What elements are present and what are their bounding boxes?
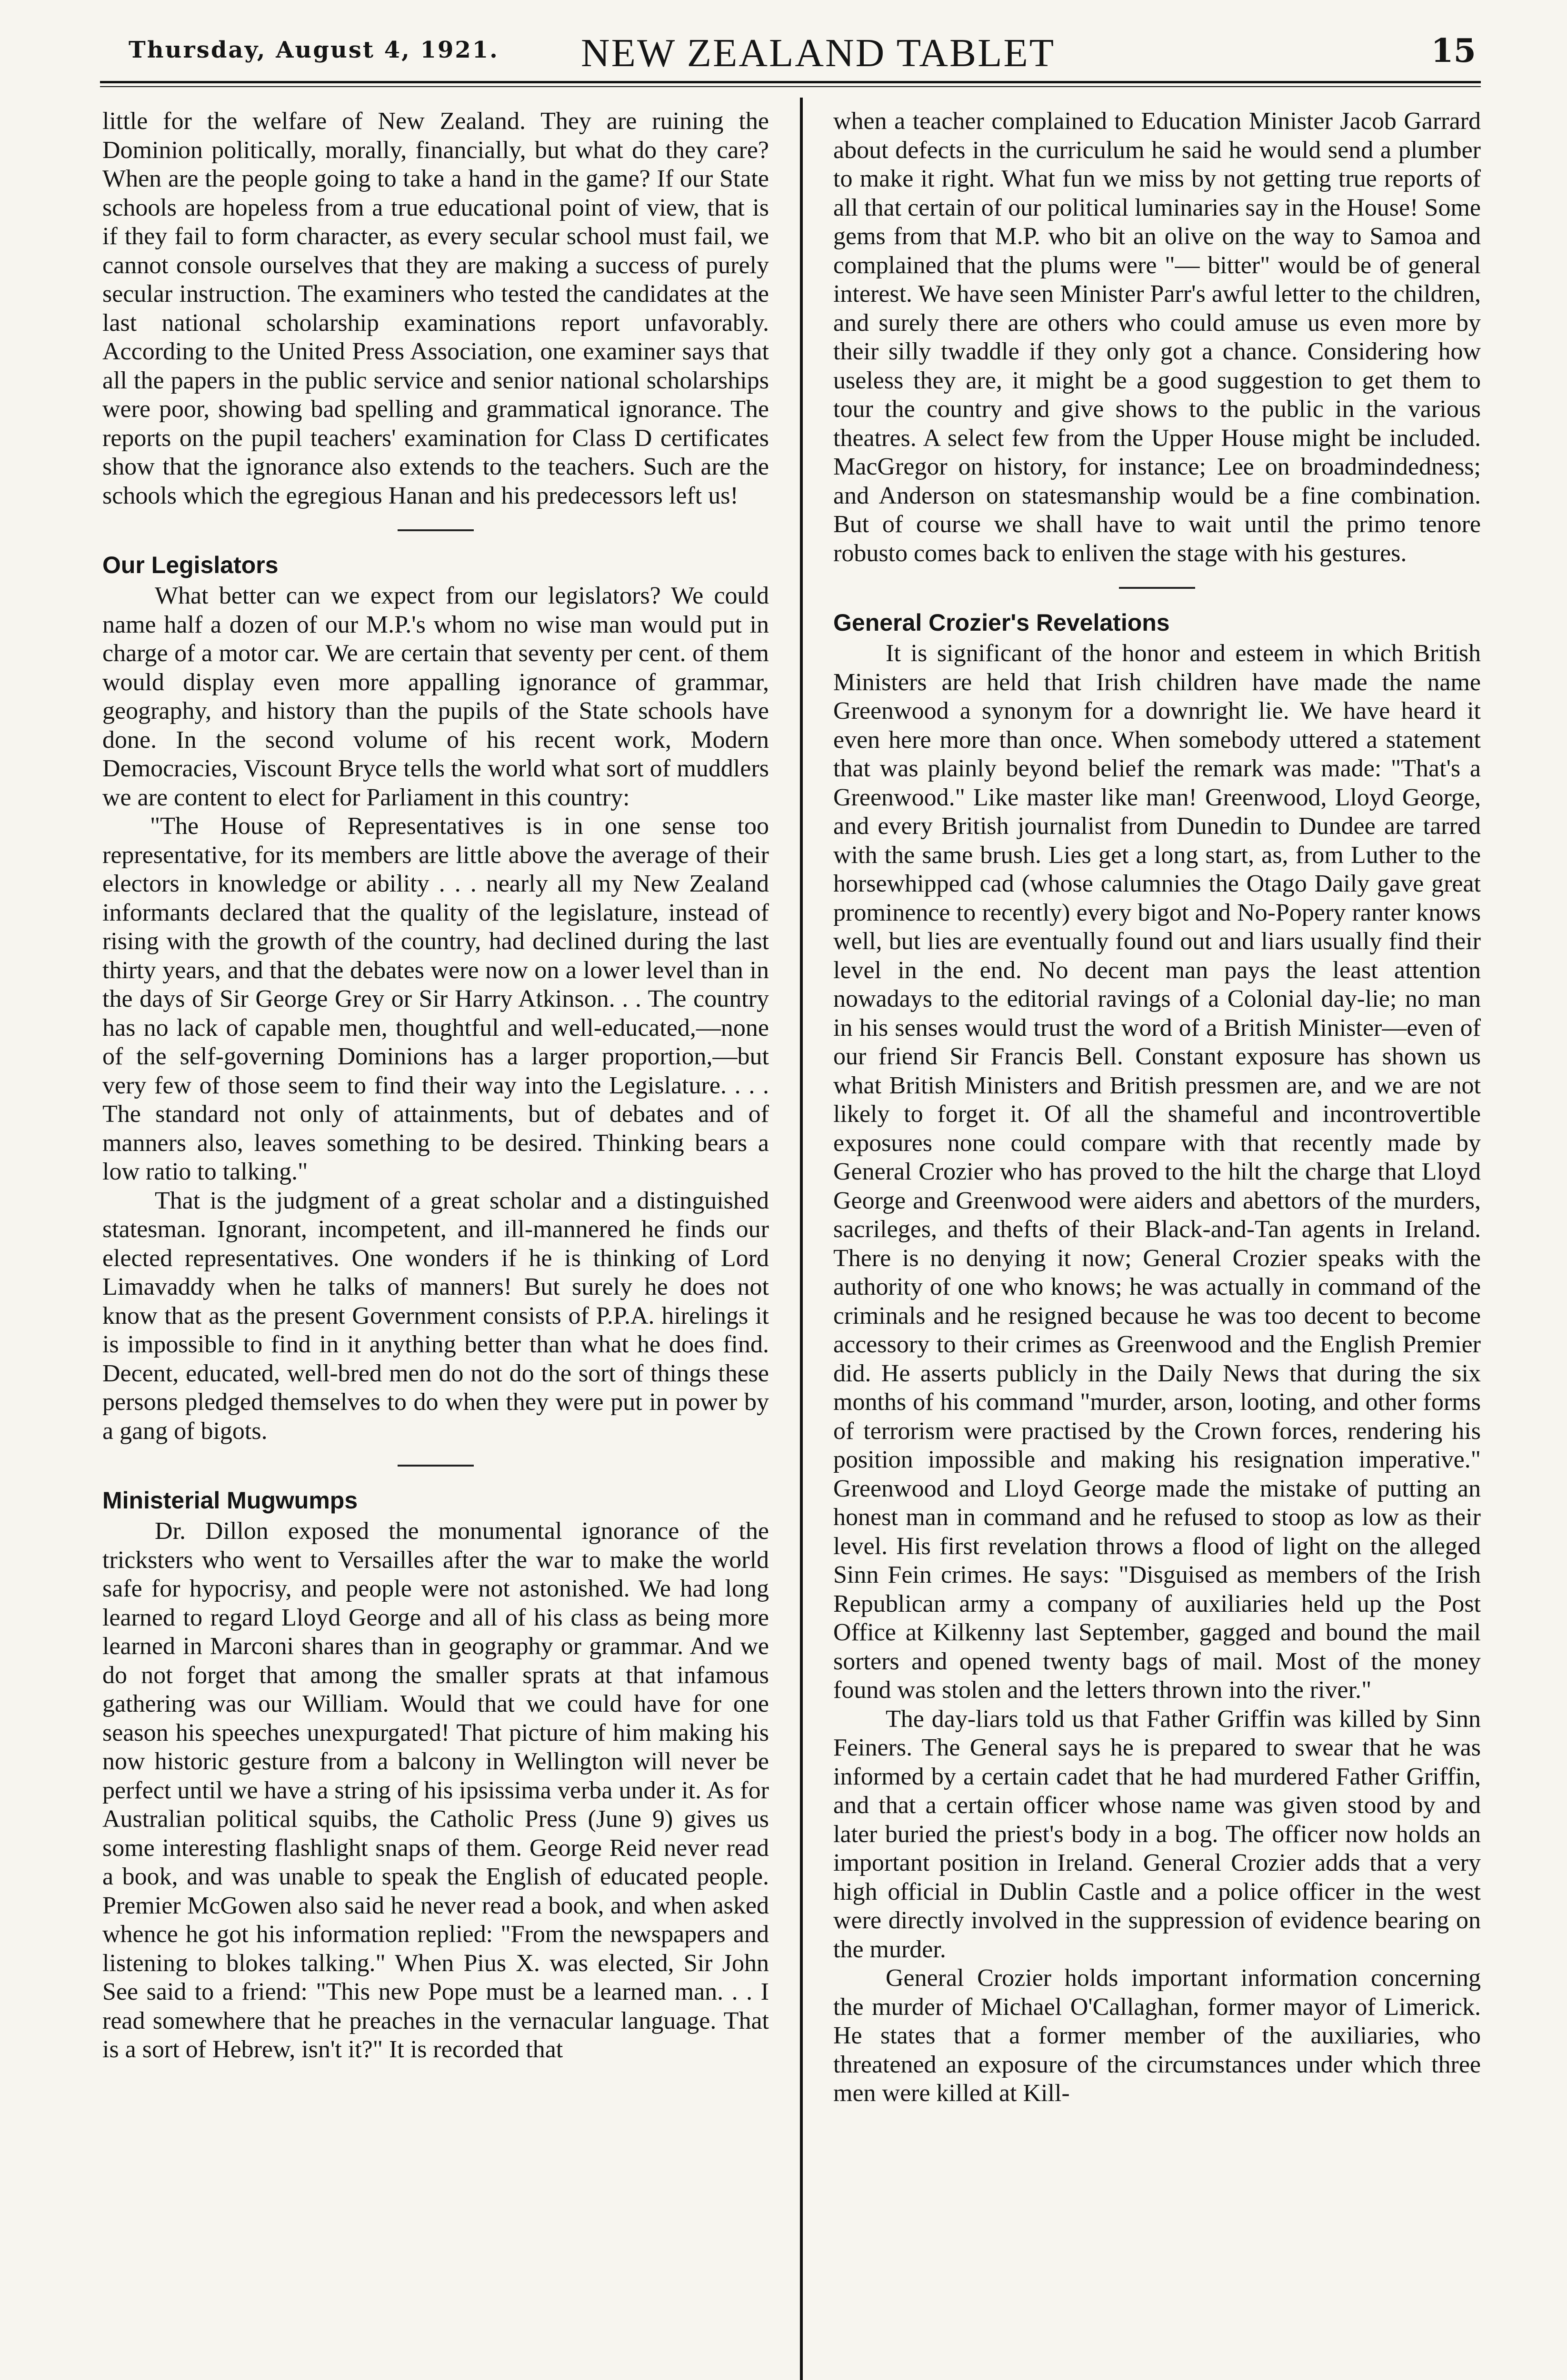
- quotation: "The House of Representatives is in one sense too representative, for its members are little above the average of their electors in knowledge or ability . . . nearly all my New Zealand informants declared that the quality of the legislature, instead of rising with the growth of the country, had declined during the last thirty years, and that the debates were now on a lower level than in the days of Sir George Grey or Sir Harry Atkinson. . . The country has no lack of capable men, thoughtful and well-educated,—none of the self-governing Dominions has a larger proportion,—but very few of those seem to find their way into the Legislature. . . . The standard not only of attainments, but of debates and of manners also, leaves something to be desired. Thinking bears a low ratio to talking.": [102, 813, 769, 1185]
- paragraph: What better can we expect from our legislators? We could name half a dozen of our M.P.'s whom no wise man would put in charge of a motor car. We are certain that seventy per cent. of them would display even more appalling ignorance of grammar, geography, and history than the pupils of the State schools have done. In the second volume of his recent work, Modern Democracies, Viscount Bryce tells the world what sort of muddlers we are content to elect for Parliament in this country:: [102, 582, 769, 811]
- left-column: [102, 107, 769, 2064]
- section-heading: General Crozier's Revelations: [833, 609, 1170, 636]
- header-rule-thin: [100, 86, 1481, 87]
- issue-date: Thursday, August 4, 1921.: [129, 37, 499, 63]
- paragraph: The day-liars told us that Father Griffin was killed by Sinn Feiners. The General says he is prepared to swear that he was informed by a certain cadet that he had murdered Father Griffin, and that a certain officer whose name was given stood by and later buried the priest's body in a bog. The officer now holds an important position in Ireland. General Crozier adds that a very high official in Dublin Castle and a police officer in the west were directly involved in the suppression of evidence bearing on the murder.: [833, 1705, 1481, 1963]
- paragraph: That is the judgment of a great scholar and a distinguished statesman. Ignorant, incompetent, and ill-mannered he finds our elected representatives. One wonders if he is thinking of Lord Limavaddy when he talks of manners! But surely he does not know that as the present Government consists of P.P.A. hirelings it is impossible to find in it anything better than what he does find. Decent, educated, well-bred men do not do the sort of things these persons pledged themselves to do when they were put in power by a gang of bigots.: [102, 1187, 769, 1445]
- section-heading: Our Legislators: [102, 552, 279, 578]
- section-separator: [398, 1465, 474, 1467]
- header-rule: [100, 81, 1481, 83]
- paragraph: It is significant of the honor and esteem in which British Ministers are held that Irish children have made the name Greenwood a synonym for a downright lie. We have heard it even here more than once. When somebody uttered a statement that was plainly beyond belief the remark was made: "That's a Greenwood." Like master like man! Greenwood, Lloyd George, and every British journalist from Dunedin to Dundee are tarred with the same brush. Lies get a long start, as, from Luther to the horsewhipped cad (whose calumnies the Otago Daily gave great prominence to recently) every bigot and No-Popery ranter knows well, but lies are eventually found out and liars usually find their level in the end. No decent man pays the least attention nowadays to the editorial ravings of a Colonial day-lie; no man in his senses would trust the word of a British Minister—even of our friend Sir Francis Bell. Constant exposure has shown us what British Ministers and British pressmen are, and we are not likely to forget it. Of all the shameful and incontrovertible exposures none could compare with that recently made by General Crozier who has proved to the hilt the charge that Lloyd George and Greenwood were aiders and abettors of the murders, sacrileges, and thefts of their Black-and-Tan agents in Ireland. There is no denying it now; General Crozier speaks with the authority of one who knows; he was actually in command of the criminals and he resigned because he was too decent to become accessory to their crimes as Greenwood and the English Premier did. He asserts publicly in the Daily News that during the six months of his command "murder, arson, looting, and other forms of terrorism were practised by the Crown forces, rendering his position impossible and making his resignation imperative." Greenwood and Lloyd George made the mistake of putting an honest man in command and he refused to stoop as low as their level. His first revelation throws a flood of light on the alleged Sinn Fein crimes. He says: "Disguised as members of the Irish Republican army a company of auxiliaries held up the Post Office at Kilkenny last September, gagged and bound the mail sorters and opened twenty bags of mail. Most of the money found was stolen and the letters thrown into the river.": [833, 640, 1481, 1704]
- paragraph: little for the welfare of New Zealand. They are ruining the Dominion politically, morally, financially, but what do they care? When are the people going to take a hand in the game? If our State schools are hopeless from a true educational point of view, that is if they fail to form character, as every secular school must fail, we cannot console ourselves that they are making a success of purely secular instruction. The examiners who tested the candidates at the last national scholarship examinations report unfavorably. According to the United Press Association, one examiner says that all the papers in the public service and senior national scholarships were poor, showing bad spelling and grammatical ignorance. The reports on the pupil teachers' examination for Class D certificates show that the ignorance also extends to the teachers. Such are the schools which the egregious Hanan and his predecessors left us!: [102, 108, 769, 509]
- page-number: 15: [1431, 32, 1476, 70]
- paragraph: Dr. Dillon exposed the monumental ignorance of the tricksters who went to Versailles after the war to make the world safe for hypocrisy, and people were not astonished. We had long learned to regard Lloyd George and all of his class as being more learned in Marconi shares than in geography or grammar. And we do not forget that among the smaller sprats at that infamous gathering was our William. Would that we could have for one season his speeches unexpurgated! That picture of him making his now historic gesture from a balcony in Wellington will never be perfect until we have a string of his ipsissima verba under it. As for Australian political squibs, the Catholic Press (June 9) gives us some interesting flashlight snaps of them. George Reid never read a book, and was unable to speak the English of educated people. Premier McGowen also said he never read a book, and when asked whence he got his information replied: "From the newspapers and listening to blokes talking." When Pius X. was elected, Sir John See said to a friend: "This new Pope must be a learned man. . . I read somewhere that he preaches in the vernacular language. That is a sort of Hebrew, isn't it?" It is recorded that: [102, 1517, 769, 2063]
- paragraph: when a teacher complained to Education Minister Jacob Garrard about defects in the curriculum he said he would send a plumber to make it right. What fun we miss by not getting true reports of all that certain of our political luminaries say in the House! Some gems from that M.P. who bit an olive on the way to Samoa and complained that the plums were "— bitter" would be of general interest. We have seen Minister Parr's awful letter to the children, and surely there are others who could amuse us even more by their silly twaddle if they only got a chance. Considering how useless they are, it might be a good suggestion to get them to tour the country and give shows to the public in the various theatres. A select few from the Upper House might be included. MacGregor on history, for instance; Lee on broadmindedness; and Anderson on statesmanship would be a fine combination. But of course we shall have to wait until the primo tenore robusto comes back to enliven the stage with his gestures.: [833, 108, 1481, 567]
- publication-title: NEW ZEALAND TABLET: [581, 31, 1056, 75]
- paragraph: General Crozier holds important information concerning the murder of Michael O'Callaghan, former mayor of Limerick. He states that a former member of the auxiliaries, who threatened an exposure of the circumstances under which three men were killed at Kill-: [833, 1964, 1481, 2107]
- section-heading: Ministerial Mugwumps: [102, 1487, 358, 1514]
- right-column: [833, 107, 1481, 2108]
- section-separator: [1119, 587, 1195, 589]
- page-header: [100, 26, 1481, 81]
- column-divider: [800, 98, 803, 2380]
- section-separator: [398, 529, 474, 531]
